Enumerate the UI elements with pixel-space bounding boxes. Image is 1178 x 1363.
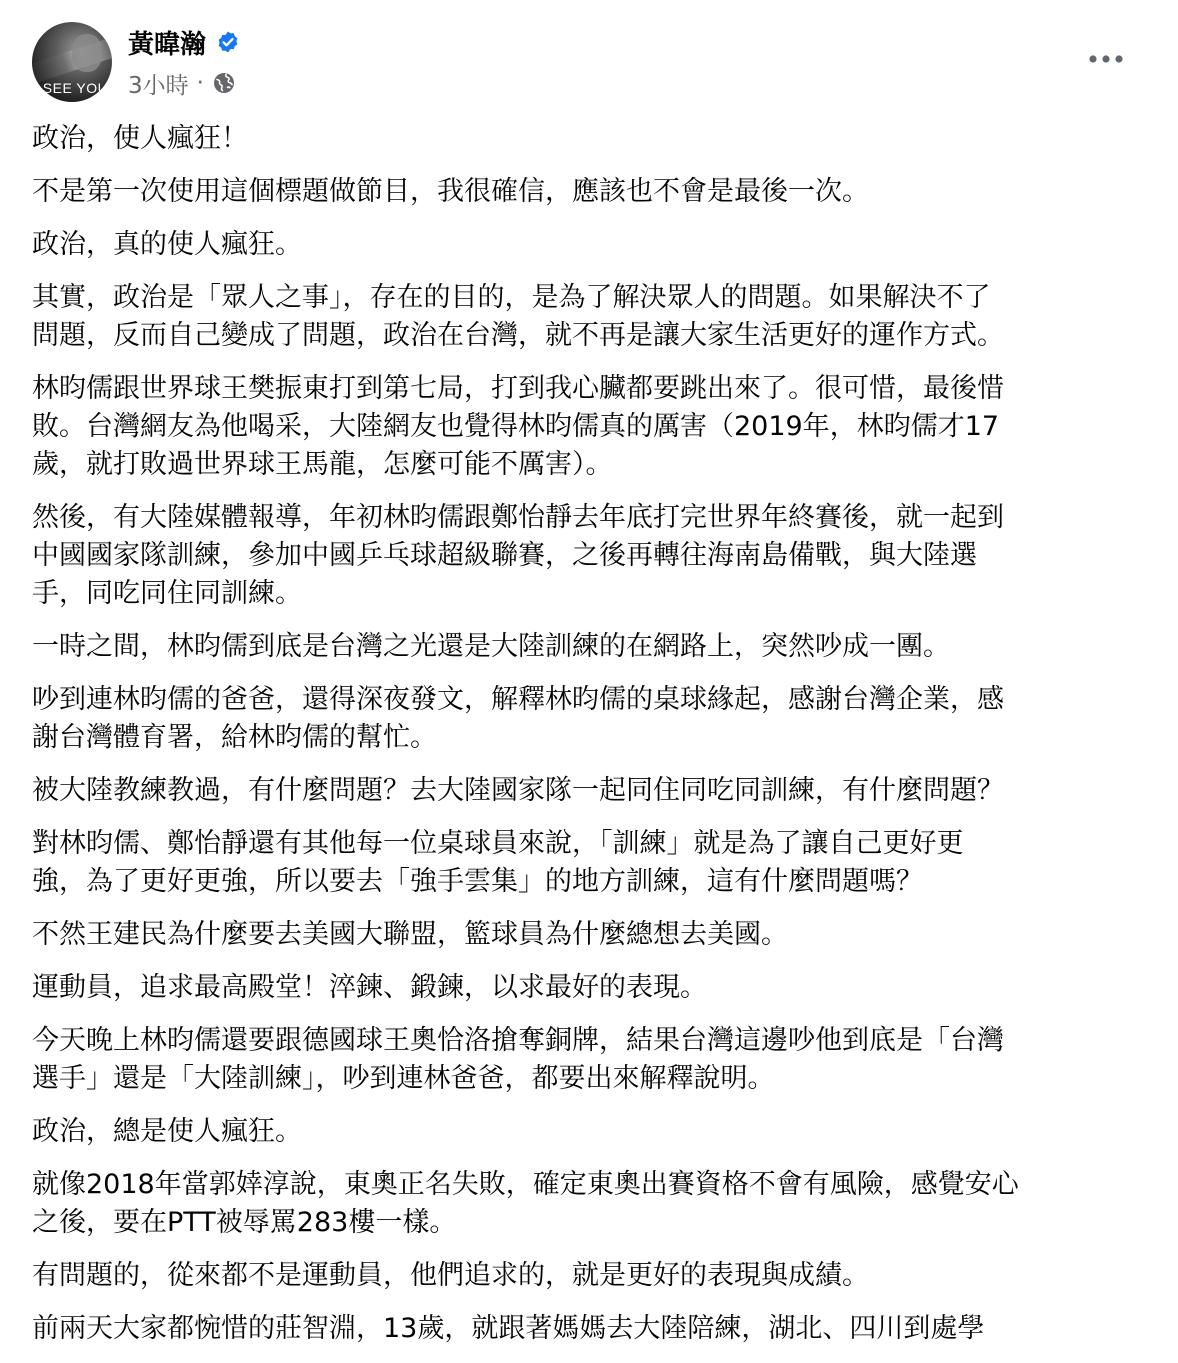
post-paragraph: 前兩天大家都惋惜的莊智淵，13歲，就跟著媽媽去大陸陪練，湖北、四川到處學 <box>32 1313 985 1344</box>
post-paragraph: 對林昀儒、鄭怡靜還有其他每一位桌球員來說，「訓練」就是為了讓自己更好更 強，為了更好更強，所以要去「強手雲集」的地方訓練，這有什麼問題嗎？ <box>32 828 964 897</box>
post-paragraph: 政治，總是使人瘋狂。 <box>32 1116 302 1147</box>
post-paragraph: 吵到連林昀儒的爸爸，還得深夜發文，解釋林昀儒的桌球緣起，感謝台灣企業，感 謝台灣體育署，給林昀儒的幫忙。 <box>32 684 1004 753</box>
post-paragraph: 被大陸教練教過，有什麼問題？去大陸國家隊一起同住同吃同訓練，有什麼問題？ <box>32 775 1004 806</box>
verified-badge-icon <box>216 30 240 54</box>
post-paragraph: 一時之間，林昀儒到底是台灣之光還是大陸訓練的在網路上，突然吵成一團。 <box>32 631 950 662</box>
post-paragraph: 政治，真的使人瘋狂。 <box>32 229 302 260</box>
post-paragraph: 然後，有大陸媒體報導，年初林昀儒跟鄭怡靜去年底打完世界年終賽後，就一起到 中國國家隊訓練，參加中國乒乓球超級聯賽，之後再轉往海南島備戰，與大陸選 手，同吃同住同訓練。 <box>32 502 1004 609</box>
post-paragraph: 林昀儒跟世界球王樊振東打到第七局，打到我心臟都要跳出來了。很可惜，最後惜 敗。台灣網友為他喝采，大陸網友也覺得林昀儒真的厲害（2019年，林昀儒才17 歲，就打敗過世界球王馬龍，怎麼可能不厲害）。 <box>32 373 1004 480</box>
more-options-button[interactable] <box>1084 44 1128 74</box>
author-row <box>128 24 240 60</box>
post-paragraph: 就像2018年當郭婞淳說，東奧正名失敗，確定東奧出賽資格不會有風險，感覺安心 之後，要在PTT被辱罵283樓一樣。 <box>32 1169 1019 1238</box>
meta-separator: · <box>196 70 204 96</box>
globe-icon[interactable] <box>212 71 236 95</box>
post-paragraph: 有問題的，從來都不是運動員，他們追求的，就是更好的表現與成績。 <box>32 1260 869 1291</box>
avatar-photo-figure <box>72 34 102 72</box>
author-name[interactable]: 黃暐瀚 <box>128 29 207 60</box>
post-meta <box>128 66 236 100</box>
post-paragraph: 不然王建民為什麼要去美國大聯盟，籃球員為什麼總想去美國。 <box>32 919 788 950</box>
more-dots-icon <box>1088 54 1124 64</box>
post-paragraph: 政治，使人瘋狂！ <box>32 123 248 154</box>
avatar-caption: I SEE YOU <box>34 80 109 96</box>
post-timestamp[interactable]: 3小時 <box>128 72 189 99</box>
post-paragraph: 其實，政治是「眾人之事」，存在的目的，是為了解決眾人的問題。如果解決不了 問題，反而自己變成了問題，政治在台灣，就不再是讓大家生活更好的運作方式。 <box>32 282 1004 351</box>
post-text <box>32 120 1146 1363</box>
post-paragraph: 不是第一次使用這個標題做節目，我很確信，應該也不會是最後一次。 <box>32 176 869 207</box>
post-paragraph: 運動員，追求最高殿堂！淬鍊、鍛鍊，以求最好的表現。 <box>32 972 707 1003</box>
post-header <box>32 22 1146 106</box>
avatar[interactable] <box>32 22 112 102</box>
post-paragraph: 今天晚上林昀儒還要跟德國球王奧恰洛搶奪銅牌，結果台灣這邊吵他到底是「台灣 選手」還是「大陸訓練」，吵到連林爸爸，都要出來解釋說明。 <box>32 1025 1004 1094</box>
